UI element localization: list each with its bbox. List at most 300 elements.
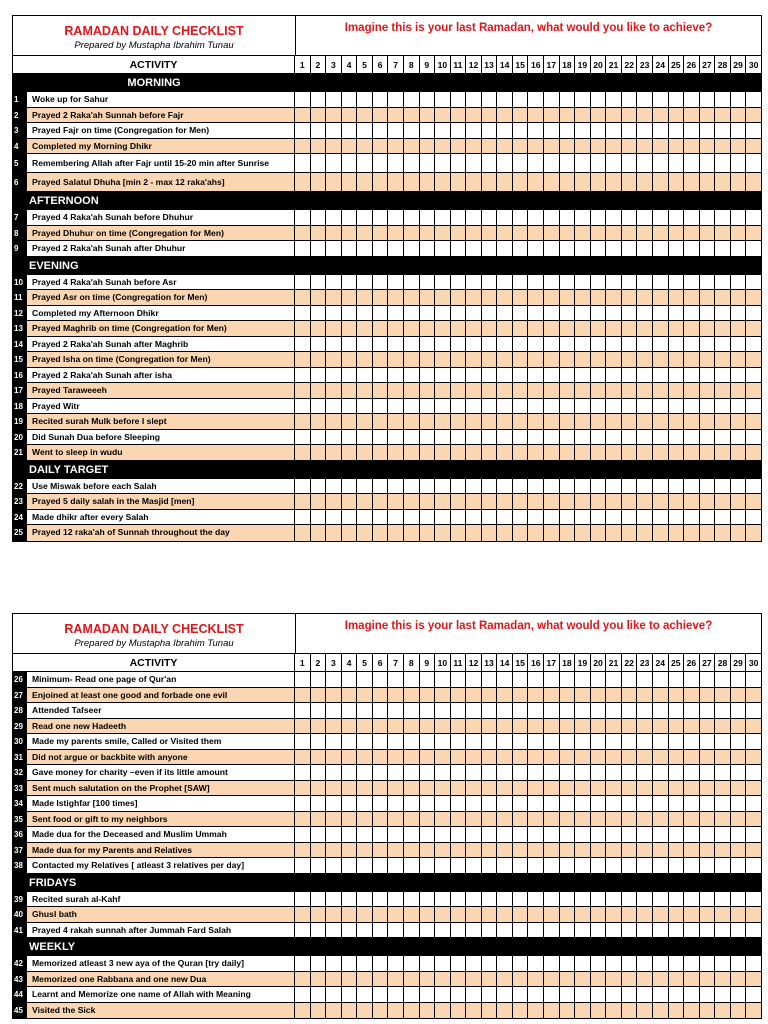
day-checkbox[interactable] <box>714 765 730 780</box>
day-checkbox[interactable] <box>387 241 403 256</box>
day-checkbox[interactable] <box>372 241 388 256</box>
day-checkbox[interactable] <box>496 368 512 383</box>
day-checkbox[interactable] <box>295 123 310 138</box>
day-checkbox[interactable] <box>559 525 575 541</box>
day-checkbox[interactable] <box>450 154 466 172</box>
day-checkbox[interactable] <box>496 796 512 811</box>
day-checkbox[interactable] <box>295 812 310 827</box>
day-checkbox[interactable] <box>496 525 512 541</box>
day-checkbox[interactable] <box>481 781 497 796</box>
day-checkbox[interactable] <box>683 383 699 398</box>
day-checkbox[interactable] <box>512 321 528 336</box>
day-checkbox[interactable] <box>341 892 357 907</box>
day-checkbox[interactable] <box>683 494 699 509</box>
day-checkbox[interactable] <box>714 812 730 827</box>
day-checkbox[interactable] <box>403 750 419 765</box>
day-checkbox[interactable] <box>590 781 606 796</box>
day-checkbox[interactable] <box>356 321 372 336</box>
day-checkbox[interactable] <box>434 827 450 842</box>
day-checkbox[interactable] <box>714 956 730 971</box>
day-checkbox[interactable] <box>574 827 590 842</box>
day-checkbox[interactable] <box>652 672 668 687</box>
day-checkbox[interactable] <box>387 321 403 336</box>
day-checkbox[interactable] <box>745 1003 761 1019</box>
day-checkbox[interactable] <box>512 352 528 367</box>
day-checkbox[interactable] <box>699 306 715 321</box>
day-checkbox[interactable] <box>668 139 684 154</box>
day-checkbox[interactable] <box>636 1003 652 1019</box>
day-checkbox[interactable] <box>341 1003 357 1019</box>
day-checkbox[interactable] <box>745 368 761 383</box>
day-checkbox[interactable] <box>574 781 590 796</box>
day-checkbox[interactable] <box>434 306 450 321</box>
day-checkbox[interactable] <box>356 226 372 241</box>
day-checkbox[interactable] <box>512 843 528 858</box>
day-checkbox[interactable] <box>714 154 730 172</box>
day-checkbox[interactable] <box>295 383 310 398</box>
day-checkbox[interactable] <box>387 445 403 460</box>
day-checkbox[interactable] <box>434 494 450 509</box>
day-checkbox[interactable] <box>341 414 357 429</box>
day-checkbox[interactable] <box>683 430 699 445</box>
day-checkbox[interactable] <box>559 972 575 987</box>
day-checkbox[interactable] <box>652 510 668 525</box>
day-checkbox[interactable] <box>341 907 357 922</box>
day-checkbox[interactable] <box>652 414 668 429</box>
day-checkbox[interactable] <box>543 173 559 191</box>
day-checkbox[interactable] <box>668 907 684 922</box>
day-checkbox[interactable] <box>310 734 326 749</box>
day-checkbox[interactable] <box>745 703 761 718</box>
day-checkbox[interactable] <box>387 858 403 873</box>
day-checkbox[interactable] <box>325 210 341 225</box>
day-checkbox[interactable] <box>434 672 450 687</box>
day-checkbox[interactable] <box>341 306 357 321</box>
day-checkbox[interactable] <box>559 92 575 107</box>
day-checkbox[interactable] <box>496 108 512 123</box>
day-checkbox[interactable] <box>419 892 435 907</box>
day-checkbox[interactable] <box>699 672 715 687</box>
day-checkbox[interactable] <box>403 414 419 429</box>
day-checkbox[interactable] <box>295 352 310 367</box>
day-checkbox[interactable] <box>652 226 668 241</box>
day-checkbox[interactable] <box>527 987 543 1002</box>
day-checkbox[interactable] <box>730 337 746 352</box>
day-checkbox[interactable] <box>745 956 761 971</box>
day-checkbox[interactable] <box>450 858 466 873</box>
day-checkbox[interactable] <box>652 812 668 827</box>
day-checkbox[interactable] <box>745 226 761 241</box>
day-checkbox[interactable] <box>310 719 326 734</box>
day-checkbox[interactable] <box>652 321 668 336</box>
day-checkbox[interactable] <box>419 321 435 336</box>
day-checkbox[interactable] <box>450 892 466 907</box>
day-checkbox[interactable] <box>496 241 512 256</box>
day-checkbox[interactable] <box>574 1003 590 1019</box>
day-checkbox[interactable] <box>590 414 606 429</box>
day-checkbox[interactable] <box>341 956 357 971</box>
day-checkbox[interactable] <box>372 765 388 780</box>
day-checkbox[interactable] <box>543 510 559 525</box>
day-checkbox[interactable] <box>543 337 559 352</box>
day-checkbox[interactable] <box>419 123 435 138</box>
day-checkbox[interactable] <box>387 290 403 305</box>
day-checkbox[interactable] <box>699 321 715 336</box>
day-checkbox[interactable] <box>403 703 419 718</box>
day-checkbox[interactable] <box>714 734 730 749</box>
day-checkbox[interactable] <box>605 368 621 383</box>
day-checkbox[interactable] <box>652 399 668 414</box>
day-checkbox[interactable] <box>356 525 372 541</box>
day-checkbox[interactable] <box>714 321 730 336</box>
day-checkbox[interactable] <box>590 923 606 938</box>
day-checkbox[interactable] <box>699 688 715 703</box>
day-checkbox[interactable] <box>527 226 543 241</box>
day-checkbox[interactable] <box>434 92 450 107</box>
day-checkbox[interactable] <box>356 383 372 398</box>
day-checkbox[interactable] <box>730 479 746 494</box>
day-checkbox[interactable] <box>419 827 435 842</box>
day-checkbox[interactable] <box>636 399 652 414</box>
day-checkbox[interactable] <box>543 734 559 749</box>
day-checkbox[interactable] <box>372 337 388 352</box>
day-checkbox[interactable] <box>372 734 388 749</box>
day-checkbox[interactable] <box>295 154 310 172</box>
day-checkbox[interactable] <box>605 703 621 718</box>
day-checkbox[interactable] <box>372 352 388 367</box>
day-checkbox[interactable] <box>450 306 466 321</box>
day-checkbox[interactable] <box>590 734 606 749</box>
day-checkbox[interactable] <box>590 430 606 445</box>
day-checkbox[interactable] <box>310 827 326 842</box>
day-checkbox[interactable] <box>465 956 481 971</box>
day-checkbox[interactable] <box>559 892 575 907</box>
day-checkbox[interactable] <box>699 858 715 873</box>
day-checkbox[interactable] <box>434 843 450 858</box>
day-checkbox[interactable] <box>310 972 326 987</box>
day-checkbox[interactable] <box>559 275 575 290</box>
day-checkbox[interactable] <box>590 154 606 172</box>
day-checkbox[interactable] <box>512 430 528 445</box>
day-checkbox[interactable] <box>356 781 372 796</box>
day-checkbox[interactable] <box>574 210 590 225</box>
day-checkbox[interactable] <box>310 1003 326 1019</box>
day-checkbox[interactable] <box>310 688 326 703</box>
day-checkbox[interactable] <box>372 703 388 718</box>
day-checkbox[interactable] <box>652 290 668 305</box>
day-checkbox[interactable] <box>590 688 606 703</box>
day-checkbox[interactable] <box>668 858 684 873</box>
day-checkbox[interactable] <box>512 765 528 780</box>
day-checkbox[interactable] <box>527 430 543 445</box>
day-checkbox[interactable] <box>403 479 419 494</box>
day-checkbox[interactable] <box>683 352 699 367</box>
day-checkbox[interactable] <box>341 352 357 367</box>
day-checkbox[interactable] <box>512 1003 528 1019</box>
day-checkbox[interactable] <box>543 703 559 718</box>
day-checkbox[interactable] <box>512 972 528 987</box>
day-checkbox[interactable] <box>403 494 419 509</box>
day-checkbox[interactable] <box>668 796 684 811</box>
day-checkbox[interactable] <box>481 321 497 336</box>
day-checkbox[interactable] <box>683 892 699 907</box>
day-checkbox[interactable] <box>465 843 481 858</box>
day-checkbox[interactable] <box>636 672 652 687</box>
day-checkbox[interactable] <box>745 399 761 414</box>
day-checkbox[interactable] <box>668 290 684 305</box>
day-checkbox[interactable] <box>325 368 341 383</box>
day-checkbox[interactable] <box>668 210 684 225</box>
day-checkbox[interactable] <box>356 210 372 225</box>
day-checkbox[interactable] <box>527 972 543 987</box>
day-checkbox[interactable] <box>512 414 528 429</box>
day-checkbox[interactable] <box>574 719 590 734</box>
day-checkbox[interactable] <box>419 414 435 429</box>
day-checkbox[interactable] <box>310 383 326 398</box>
day-checkbox[interactable] <box>574 987 590 1002</box>
day-checkbox[interactable] <box>652 108 668 123</box>
day-checkbox[interactable] <box>730 226 746 241</box>
day-checkbox[interactable] <box>543 956 559 971</box>
day-checkbox[interactable] <box>590 843 606 858</box>
day-checkbox[interactable] <box>621 703 637 718</box>
day-checkbox[interactable] <box>465 494 481 509</box>
day-checkbox[interactable] <box>668 703 684 718</box>
day-checkbox[interactable] <box>683 719 699 734</box>
day-checkbox[interactable] <box>387 719 403 734</box>
day-checkbox[interactable] <box>434 796 450 811</box>
day-checkbox[interactable] <box>699 399 715 414</box>
day-checkbox[interactable] <box>310 123 326 138</box>
day-checkbox[interactable] <box>387 923 403 938</box>
day-checkbox[interactable] <box>310 226 326 241</box>
day-checkbox[interactable] <box>310 368 326 383</box>
day-checkbox[interactable] <box>310 858 326 873</box>
day-checkbox[interactable] <box>652 337 668 352</box>
day-checkbox[interactable] <box>372 907 388 922</box>
day-checkbox[interactable] <box>652 445 668 460</box>
day-checkbox[interactable] <box>559 796 575 811</box>
day-checkbox[interactable] <box>325 92 341 107</box>
day-checkbox[interactable] <box>372 827 388 842</box>
day-checkbox[interactable] <box>295 399 310 414</box>
day-checkbox[interactable] <box>403 923 419 938</box>
day-checkbox[interactable] <box>621 173 637 191</box>
day-checkbox[interactable] <box>325 892 341 907</box>
day-checkbox[interactable] <box>341 494 357 509</box>
day-checkbox[interactable] <box>543 108 559 123</box>
day-checkbox[interactable] <box>714 306 730 321</box>
day-checkbox[interactable] <box>356 368 372 383</box>
day-checkbox[interactable] <box>496 430 512 445</box>
day-checkbox[interactable] <box>745 210 761 225</box>
day-checkbox[interactable] <box>481 843 497 858</box>
day-checkbox[interactable] <box>434 972 450 987</box>
day-checkbox[interactable] <box>434 923 450 938</box>
day-checkbox[interactable] <box>512 688 528 703</box>
day-checkbox[interactable] <box>683 290 699 305</box>
day-checkbox[interactable] <box>668 383 684 398</box>
day-checkbox[interactable] <box>341 750 357 765</box>
day-checkbox[interactable] <box>341 154 357 172</box>
day-checkbox[interactable] <box>295 275 310 290</box>
day-checkbox[interactable] <box>699 226 715 241</box>
day-checkbox[interactable] <box>527 781 543 796</box>
day-checkbox[interactable] <box>295 703 310 718</box>
day-checkbox[interactable] <box>683 734 699 749</box>
day-checkbox[interactable] <box>636 383 652 398</box>
day-checkbox[interactable] <box>683 703 699 718</box>
day-checkbox[interactable] <box>683 956 699 971</box>
day-checkbox[interactable] <box>699 827 715 842</box>
day-checkbox[interactable] <box>527 352 543 367</box>
day-checkbox[interactable] <box>341 827 357 842</box>
day-checkbox[interactable] <box>543 290 559 305</box>
day-checkbox[interactable] <box>434 858 450 873</box>
day-checkbox[interactable] <box>310 275 326 290</box>
day-checkbox[interactable] <box>341 972 357 987</box>
day-checkbox[interactable] <box>636 525 652 541</box>
day-checkbox[interactable] <box>512 858 528 873</box>
day-checkbox[interactable] <box>543 781 559 796</box>
day-checkbox[interactable] <box>559 703 575 718</box>
day-checkbox[interactable] <box>652 154 668 172</box>
day-checkbox[interactable] <box>527 399 543 414</box>
day-checkbox[interactable] <box>356 987 372 1002</box>
day-checkbox[interactable] <box>605 226 621 241</box>
day-checkbox[interactable] <box>668 719 684 734</box>
day-checkbox[interactable] <box>668 1003 684 1019</box>
day-checkbox[interactable] <box>372 445 388 460</box>
day-checkbox[interactable] <box>481 1003 497 1019</box>
day-checkbox[interactable] <box>745 494 761 509</box>
day-checkbox[interactable] <box>590 321 606 336</box>
day-checkbox[interactable] <box>605 892 621 907</box>
day-checkbox[interactable] <box>621 383 637 398</box>
day-checkbox[interactable] <box>590 525 606 541</box>
day-checkbox[interactable] <box>714 858 730 873</box>
day-checkbox[interactable] <box>450 956 466 971</box>
day-checkbox[interactable] <box>372 399 388 414</box>
day-checkbox[interactable] <box>605 812 621 827</box>
day-checkbox[interactable] <box>636 892 652 907</box>
day-checkbox[interactable] <box>543 399 559 414</box>
day-checkbox[interactable] <box>621 321 637 336</box>
day-checkbox[interactable] <box>621 337 637 352</box>
day-checkbox[interactable] <box>605 672 621 687</box>
day-checkbox[interactable] <box>621 987 637 1002</box>
day-checkbox[interactable] <box>605 494 621 509</box>
day-checkbox[interactable] <box>465 525 481 541</box>
day-checkbox[interactable] <box>668 843 684 858</box>
day-checkbox[interactable] <box>419 510 435 525</box>
day-checkbox[interactable] <box>387 703 403 718</box>
day-checkbox[interactable] <box>512 956 528 971</box>
day-checkbox[interactable] <box>543 430 559 445</box>
day-checkbox[interactable] <box>419 688 435 703</box>
day-checkbox[interactable] <box>403 510 419 525</box>
day-checkbox[interactable] <box>310 843 326 858</box>
day-checkbox[interactable] <box>341 525 357 541</box>
day-checkbox[interactable] <box>450 843 466 858</box>
day-checkbox[interactable] <box>372 123 388 138</box>
day-checkbox[interactable] <box>496 494 512 509</box>
day-checkbox[interactable] <box>481 306 497 321</box>
day-checkbox[interactable] <box>543 139 559 154</box>
day-checkbox[interactable] <box>481 210 497 225</box>
day-checkbox[interactable] <box>372 321 388 336</box>
day-checkbox[interactable] <box>481 923 497 938</box>
day-checkbox[interactable] <box>730 445 746 460</box>
day-checkbox[interactable] <box>496 414 512 429</box>
day-checkbox[interactable] <box>465 241 481 256</box>
day-checkbox[interactable] <box>356 956 372 971</box>
day-checkbox[interactable] <box>745 907 761 922</box>
day-checkbox[interactable] <box>543 843 559 858</box>
day-checkbox[interactable] <box>419 956 435 971</box>
day-checkbox[interactable] <box>590 275 606 290</box>
day-checkbox[interactable] <box>745 306 761 321</box>
day-checkbox[interactable] <box>605 796 621 811</box>
day-checkbox[interactable] <box>714 92 730 107</box>
day-checkbox[interactable] <box>512 139 528 154</box>
day-checkbox[interactable] <box>668 987 684 1002</box>
day-checkbox[interactable] <box>559 108 575 123</box>
day-checkbox[interactable] <box>295 923 310 938</box>
day-checkbox[interactable] <box>683 226 699 241</box>
day-checkbox[interactable] <box>356 139 372 154</box>
day-checkbox[interactable] <box>403 139 419 154</box>
day-checkbox[interactable] <box>387 430 403 445</box>
day-checkbox[interactable] <box>465 907 481 922</box>
day-checkbox[interactable] <box>403 241 419 256</box>
day-checkbox[interactable] <box>295 858 310 873</box>
day-checkbox[interactable] <box>496 275 512 290</box>
day-checkbox[interactable] <box>465 154 481 172</box>
day-checkbox[interactable] <box>434 430 450 445</box>
day-checkbox[interactable] <box>465 719 481 734</box>
day-checkbox[interactable] <box>574 672 590 687</box>
day-checkbox[interactable] <box>450 734 466 749</box>
day-checkbox[interactable] <box>745 781 761 796</box>
day-checkbox[interactable] <box>387 843 403 858</box>
day-checkbox[interactable] <box>310 445 326 460</box>
day-checkbox[interactable] <box>341 290 357 305</box>
day-checkbox[interactable] <box>527 892 543 907</box>
day-checkbox[interactable] <box>325 750 341 765</box>
day-checkbox[interactable] <box>668 399 684 414</box>
day-checkbox[interactable] <box>419 812 435 827</box>
day-checkbox[interactable] <box>341 858 357 873</box>
day-checkbox[interactable] <box>559 672 575 687</box>
day-checkbox[interactable] <box>419 734 435 749</box>
day-checkbox[interactable] <box>621 765 637 780</box>
day-checkbox[interactable] <box>434 892 450 907</box>
day-checkbox[interactable] <box>621 750 637 765</box>
day-checkbox[interactable] <box>527 321 543 336</box>
day-checkbox[interactable] <box>372 173 388 191</box>
day-checkbox[interactable] <box>636 858 652 873</box>
day-checkbox[interactable] <box>730 719 746 734</box>
day-checkbox[interactable] <box>745 719 761 734</box>
day-checkbox[interactable] <box>730 672 746 687</box>
day-checkbox[interactable] <box>356 352 372 367</box>
day-checkbox[interactable] <box>652 781 668 796</box>
day-checkbox[interactable] <box>372 923 388 938</box>
day-checkbox[interactable] <box>310 306 326 321</box>
day-checkbox[interactable] <box>699 352 715 367</box>
day-checkbox[interactable] <box>730 430 746 445</box>
